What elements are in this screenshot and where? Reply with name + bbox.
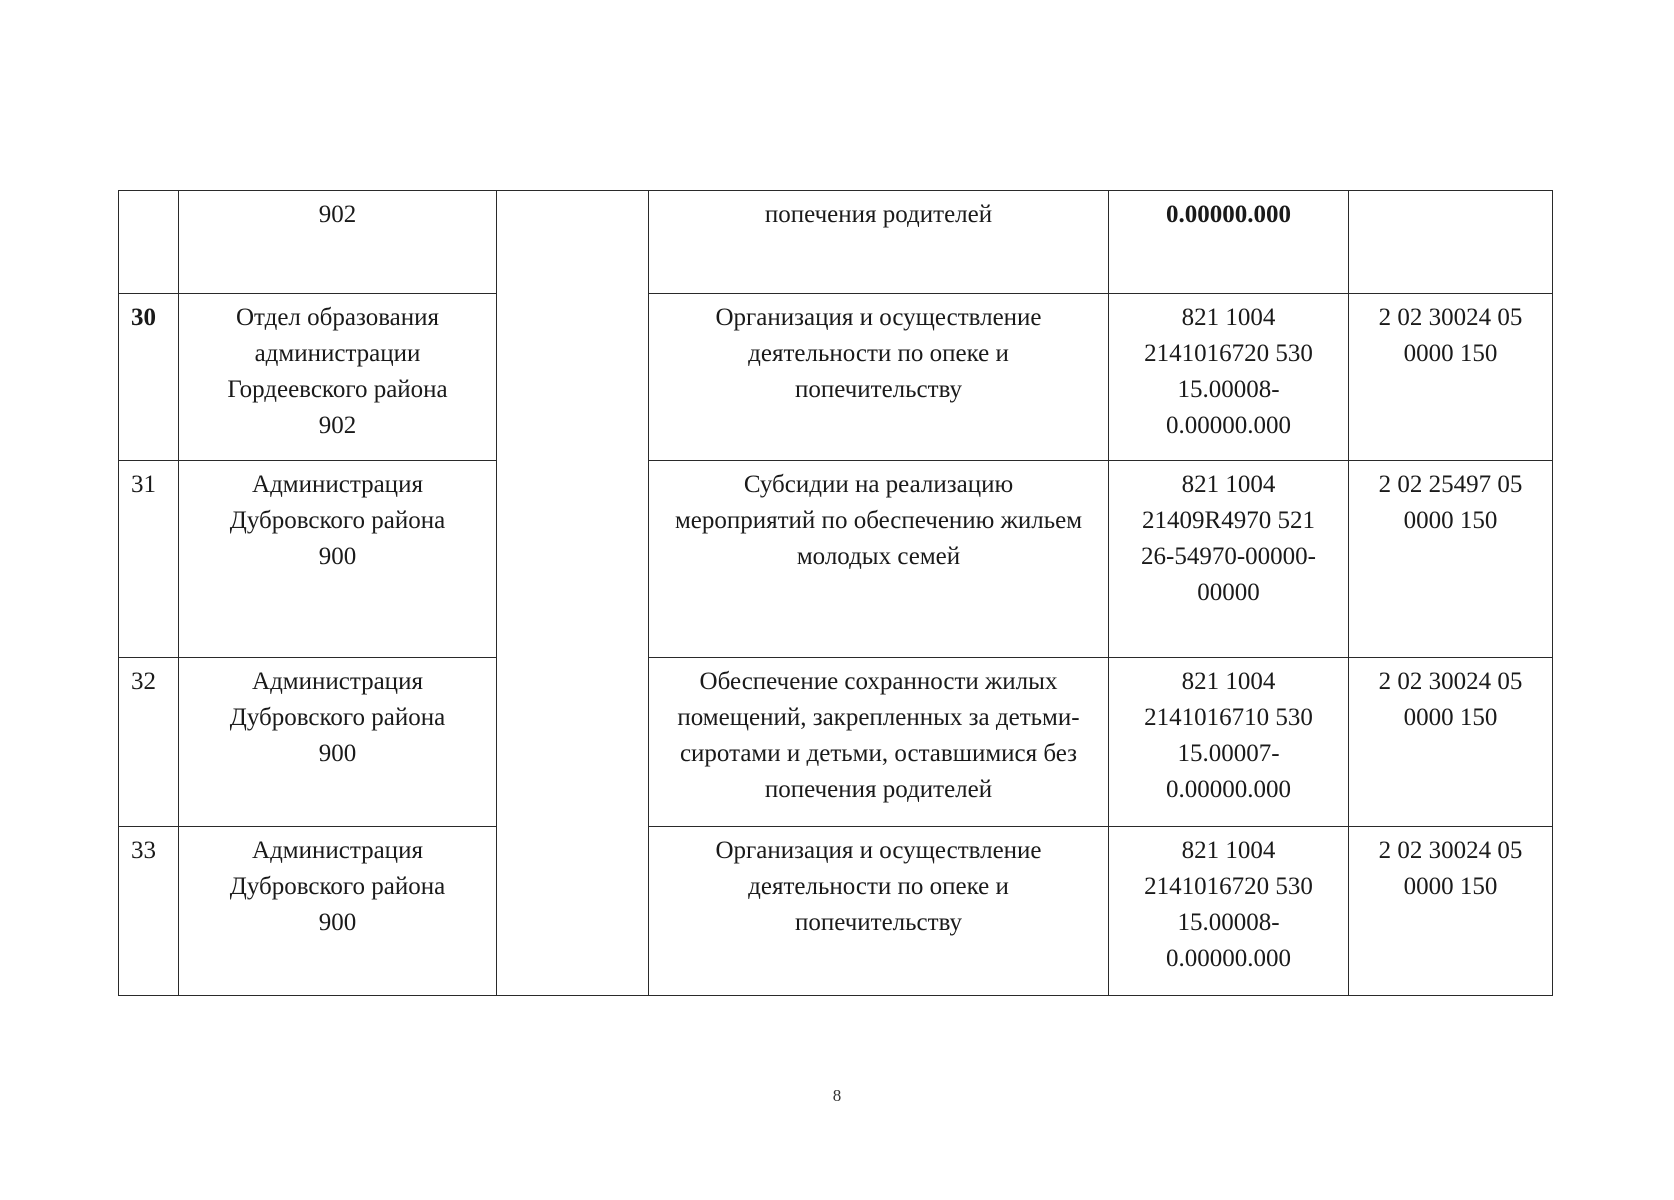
row-number: 30: [119, 294, 179, 461]
code-line: 21409R4970 521: [1142, 507, 1315, 534]
purpose-cell: [649, 658, 1109, 827]
revenue-code-cell: [1349, 294, 1553, 461]
page-number: 8: [832, 1086, 842, 1105]
purpose-line: деятельности по опеке и: [748, 873, 1009, 900]
organization-cell: [179, 461, 497, 658]
organization-line: Дубровского района: [229, 873, 446, 900]
organization-cell: [179, 294, 497, 461]
code-line: 821 1004: [1181, 304, 1276, 331]
code-cell: [1109, 461, 1349, 658]
purpose-line: попечения родителей: [764, 776, 993, 803]
revenue-code-line: 0000 150: [1403, 873, 1498, 900]
organization-line: Дубровского района: [229, 507, 446, 534]
purpose-cell: [649, 461, 1109, 658]
revenue-code-cell: [1349, 461, 1553, 658]
revenue-code-line: 0000 150: [1403, 507, 1498, 534]
code-line: 0.00000.000: [1166, 776, 1291, 803]
code-line: 15.00008-: [1177, 376, 1280, 403]
revenue-code-cell: [1349, 658, 1553, 827]
purpose-line: молодых семей: [796, 543, 961, 570]
allocation-table: [118, 190, 1553, 996]
code-line: 2141016720 530: [1144, 340, 1313, 367]
code-line: 821 1004: [1181, 668, 1276, 695]
organization-line: Отдел образования: [235, 304, 440, 331]
purpose-line: сиротами и детьми, оставшимися без: [679, 740, 1078, 767]
organization-line: 900: [318, 740, 357, 767]
purpose-line: помещений, закрепленных за детьми-: [677, 704, 1080, 731]
organization-line: Гордеевского района: [227, 376, 448, 403]
organization-line: 900: [318, 909, 357, 936]
code-line: 15.00007-: [1177, 740, 1280, 767]
revenue-code-line: 2 02 25497 05: [1378, 471, 1523, 498]
table-row: [119, 191, 1553, 294]
table-row: [119, 658, 1553, 827]
revenue-code-line: 0000 150: [1403, 704, 1498, 731]
organization-line: Дубровского района: [229, 704, 446, 731]
code-line: 0.00000.000: [1166, 945, 1291, 972]
organization-cell: [179, 827, 497, 996]
purpose-cell: [649, 294, 1109, 461]
organization-line: 902: [318, 412, 357, 439]
code-line: 26-54970-00000-: [1141, 543, 1316, 570]
code-line: 00000: [1197, 579, 1260, 606]
code-line: 821 1004: [1181, 837, 1276, 864]
revenue-code-cell: [1349, 827, 1553, 996]
revenue-code-cell: [1349, 191, 1553, 294]
purpose-line: Субсидии на реализацию: [743, 471, 1014, 498]
organization-line: 902: [318, 201, 357, 228]
purpose-line: попечительству: [794, 909, 963, 936]
organization-line: Администрация: [252, 471, 423, 498]
row-number: 31: [119, 461, 179, 658]
organization-line: Администрация: [252, 837, 423, 864]
table-row: [119, 827, 1553, 996]
purpose-line: Организация и осуществление: [715, 837, 1042, 864]
code-cell: [1109, 827, 1349, 996]
code-line: 821 1004: [1181, 471, 1276, 498]
row-number: [119, 191, 179, 294]
table-row: [119, 294, 1553, 461]
code-line: 2141016710 530: [1144, 704, 1313, 731]
purpose-line: Обеспечение сохранности жилых: [699, 668, 1058, 695]
purpose-cell: [649, 191, 1109, 294]
revenue-code-line: 2 02 30024 05: [1378, 304, 1523, 331]
row-number: 33: [119, 827, 179, 996]
organization-cell: [179, 191, 497, 294]
organization-line: 900: [318, 543, 357, 570]
revenue-code-line: 2 02 30024 05: [1378, 668, 1523, 695]
code-cell: [1109, 191, 1349, 294]
revenue-code-line: 2 02 30024 05: [1378, 837, 1523, 864]
organization-cell: [179, 658, 497, 827]
empty-column-cell: [497, 191, 649, 996]
table-row: [119, 461, 1553, 658]
code-cell: [1109, 658, 1349, 827]
revenue-code-line: 0000 150: [1403, 340, 1498, 367]
purpose-line: деятельности по опеке и: [748, 340, 1009, 367]
purpose-line: Организация и осуществление: [715, 304, 1042, 331]
purpose-line: мероприятий по обеспечению жильем: [674, 507, 1083, 534]
code-line: 0.00000.000: [1166, 412, 1291, 439]
code-cell: [1109, 294, 1349, 461]
organization-line: Администрация: [252, 668, 423, 695]
purpose-cell: [649, 827, 1109, 996]
purpose-line: попечения родителей: [764, 201, 993, 228]
code-line: 15.00008-: [1177, 909, 1280, 936]
code-line: 0.00000.000: [1166, 201, 1291, 228]
organization-line: администрации: [254, 340, 421, 367]
purpose-line: попечительству: [794, 376, 963, 403]
row-number: 32: [119, 658, 179, 827]
code-line: 2141016720 530: [1144, 873, 1313, 900]
